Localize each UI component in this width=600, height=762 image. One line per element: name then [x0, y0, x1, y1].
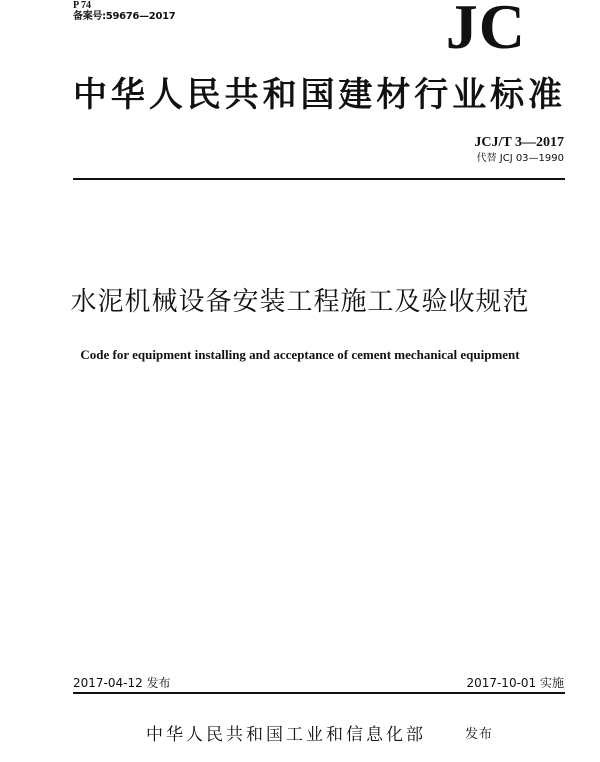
document-title-english: Code for equipment installing and acceptance of cement mechanical equipment	[80, 347, 520, 362]
document-title-chinese: 水泥机械设备安装工程施工及验收规范	[70, 287, 530, 317]
header-divider	[73, 178, 565, 180]
standard-code: JCJ/T 3—2017	[474, 135, 564, 150]
implementation-date: 2017-10-01 实施	[466, 676, 564, 690]
footer-divider	[73, 692, 565, 694]
record-number: 备案号:59676—2017	[73, 11, 176, 22]
replaces-standard-code: 代替 JCJ 03—1990	[476, 153, 564, 164]
classification-code: P 74	[73, 0, 92, 11]
jc-logo: JC	[445, 0, 526, 62]
issue-date: 2017-04-12 发布	[73, 676, 171, 690]
issuing-authority: 中华人民共和国工业和信息化部	[146, 725, 426, 745]
issue-label: 发布	[465, 727, 494, 742]
standard-category-title: 中华人民共和国建材行业标准	[73, 75, 565, 115]
